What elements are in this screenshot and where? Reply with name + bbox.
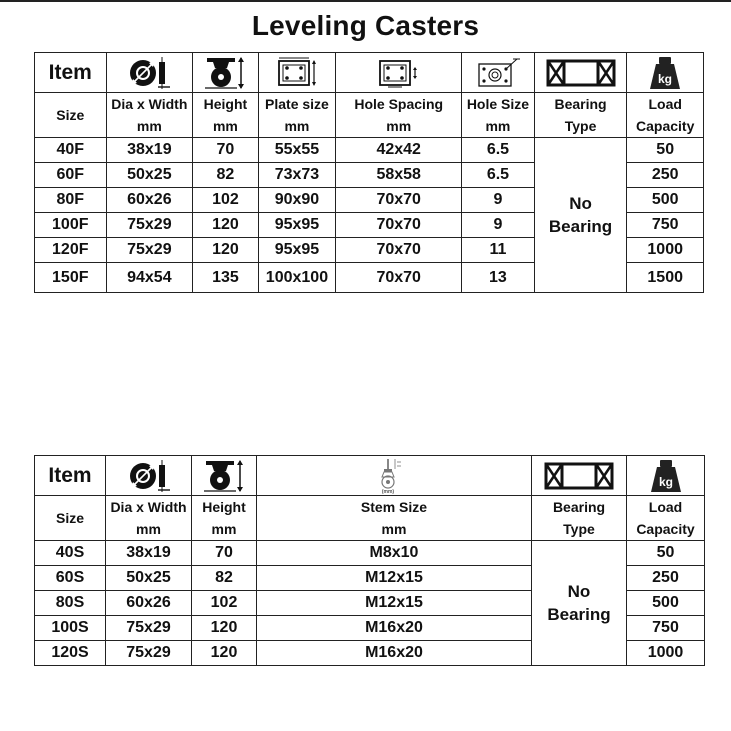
cell-load-capacity: 750 (627, 213, 704, 238)
wheel-diameter-width-icon (106, 53, 193, 93)
icon-row (35, 53, 704, 93)
cell-size: 60F (35, 163, 107, 188)
cell-hole-spacing: 70x70 (336, 263, 462, 293)
cell-dia-width: 75x29 (106, 641, 192, 666)
bearing-type-icon (534, 53, 627, 93)
header-load-capacity: Load Capacity (627, 93, 704, 138)
load-weight-icon (627, 53, 704, 93)
cell-height: 120 (193, 213, 258, 238)
cell-size: 100S (35, 616, 106, 641)
cell-size: 60S (35, 566, 106, 591)
cell-height: 135 (193, 263, 258, 293)
stem-spec-table (34, 455, 705, 666)
cell-hole-size: 11 (462, 238, 535, 263)
cell-stem-size: M16x20 (257, 641, 532, 666)
cell-dia-width: 60x26 (106, 188, 193, 213)
cell-dia-width: 94x54 (106, 263, 193, 293)
hole-spacing-icon (336, 53, 462, 93)
header-row (35, 496, 705, 541)
cell-hole-spacing: 70x70 (336, 188, 462, 213)
header-height: Height mm (193, 93, 258, 138)
cell-height: 102 (192, 591, 257, 616)
cell-dia-width: 75x29 (106, 616, 192, 641)
cell-size: 120F (35, 238, 107, 263)
cell-dia-width: 75x29 (106, 238, 193, 263)
cell-hole-spacing: 70x70 (336, 238, 462, 263)
header-row (35, 93, 704, 138)
item-label: Item (35, 456, 106, 496)
cell-height: 82 (192, 566, 257, 591)
cell-size: 40S (35, 541, 106, 566)
cell-plate-size: 95x95 (258, 213, 336, 238)
cell-dia-width: 50x25 (106, 163, 193, 188)
cell-hole-spacing: 42x42 (336, 138, 462, 163)
cell-plate-size: 100x100 (258, 263, 336, 293)
cell-hole-size: 9 (462, 213, 535, 238)
cell-size: 120S (35, 641, 106, 666)
cell-size: 100F (35, 213, 107, 238)
cell-load-capacity: 1500 (627, 263, 704, 293)
cell-height: 120 (192, 641, 257, 666)
cell-hole-spacing: 70x70 (336, 213, 462, 238)
top-rule (0, 0, 731, 2)
cell-height: 120 (192, 616, 257, 641)
header-bearing-type: Bearing Type (532, 496, 627, 541)
cell-bearing-type: No Bearing (534, 138, 627, 293)
cell-size: 40F (35, 138, 107, 163)
kg-label: kg (658, 71, 673, 86)
cell-hole-spacing: 58x58 (336, 163, 462, 188)
item-label: Item (35, 53, 107, 93)
header-hole-spacing: Hole Spacing mm (336, 93, 462, 138)
cell-height: 70 (193, 138, 258, 163)
cell-load-capacity: 500 (627, 188, 704, 213)
cell-height: 70 (192, 541, 257, 566)
header-dia-width: Dia x Width mm (106, 93, 193, 138)
cell-dia-width: 60x26 (106, 591, 192, 616)
caster-height-icon (192, 456, 257, 496)
table-row (35, 541, 705, 566)
header-hole-size: Hole Size mm (462, 93, 535, 138)
cell-height: 120 (193, 238, 258, 263)
header-bearing-type: Bearing Type (534, 93, 627, 138)
cell-dia-width: 38x19 (106, 541, 192, 566)
caster-height-icon (193, 53, 258, 93)
bearing-type-icon (532, 456, 627, 496)
header-dia-width: Dia x Width mm (106, 496, 192, 541)
cell-stem-size: M12x15 (257, 566, 532, 591)
cell-plate-size: 95x95 (258, 238, 336, 263)
header-size: Size (35, 93, 107, 138)
cell-size: 80S (35, 591, 106, 616)
header-plate-size: Plate size mm (258, 93, 336, 138)
plate-size-icon (258, 53, 336, 93)
cell-size: 150F (35, 263, 107, 293)
cell-hole-size: 13 (462, 263, 535, 293)
cell-size: 80F (35, 188, 107, 213)
load-weight-icon (627, 456, 705, 496)
cell-load-capacity: 500 (627, 591, 705, 616)
cell-hole-size: 6.5 (462, 138, 535, 163)
table-row (35, 138, 704, 163)
cell-load-capacity: 750 (627, 616, 705, 641)
cell-load-capacity: 250 (627, 566, 705, 591)
cell-height: 82 (193, 163, 258, 188)
cell-plate-size: 73x73 (258, 163, 336, 188)
cell-stem-size: M12x15 (257, 591, 532, 616)
hole-size-icon (462, 53, 535, 93)
cell-dia-width: 50x25 (106, 566, 192, 591)
kg-label: kg (658, 474, 673, 489)
header-height: Height mm (192, 496, 257, 541)
cell-load-capacity: 1000 (627, 238, 704, 263)
stem-size-icon (257, 456, 532, 496)
stem-icon-caption: (mm) (381, 488, 395, 495)
cell-load-capacity: 1000 (627, 641, 705, 666)
wheel-diameter-width-icon (106, 456, 192, 496)
header-load-capacity: Load Capacity (627, 496, 705, 541)
cell-hole-size: 6.5 (462, 163, 535, 188)
cell-bearing-type: No Bearing (532, 541, 627, 666)
icon-row (35, 456, 705, 496)
cell-dia-width: 38x19 (106, 138, 193, 163)
cell-dia-width: 75x29 (106, 213, 193, 238)
cell-stem-size: M8x10 (257, 541, 532, 566)
cell-stem-size: M16x20 (257, 616, 532, 641)
cell-load-capacity: 50 (627, 541, 705, 566)
page-title: Leveling Casters (251, 10, 480, 41)
header-stem-size: Stem Size mm (257, 496, 532, 541)
cell-hole-size: 9 (462, 188, 535, 213)
cell-load-capacity: 50 (627, 138, 704, 163)
cell-plate-size: 90x90 (258, 188, 336, 213)
header-size: Size (35, 496, 106, 541)
flat-plate-spec-table (34, 52, 704, 293)
cell-load-capacity: 250 (627, 163, 704, 188)
cell-plate-size: 55x55 (258, 138, 336, 163)
cell-height: 102 (193, 188, 258, 213)
